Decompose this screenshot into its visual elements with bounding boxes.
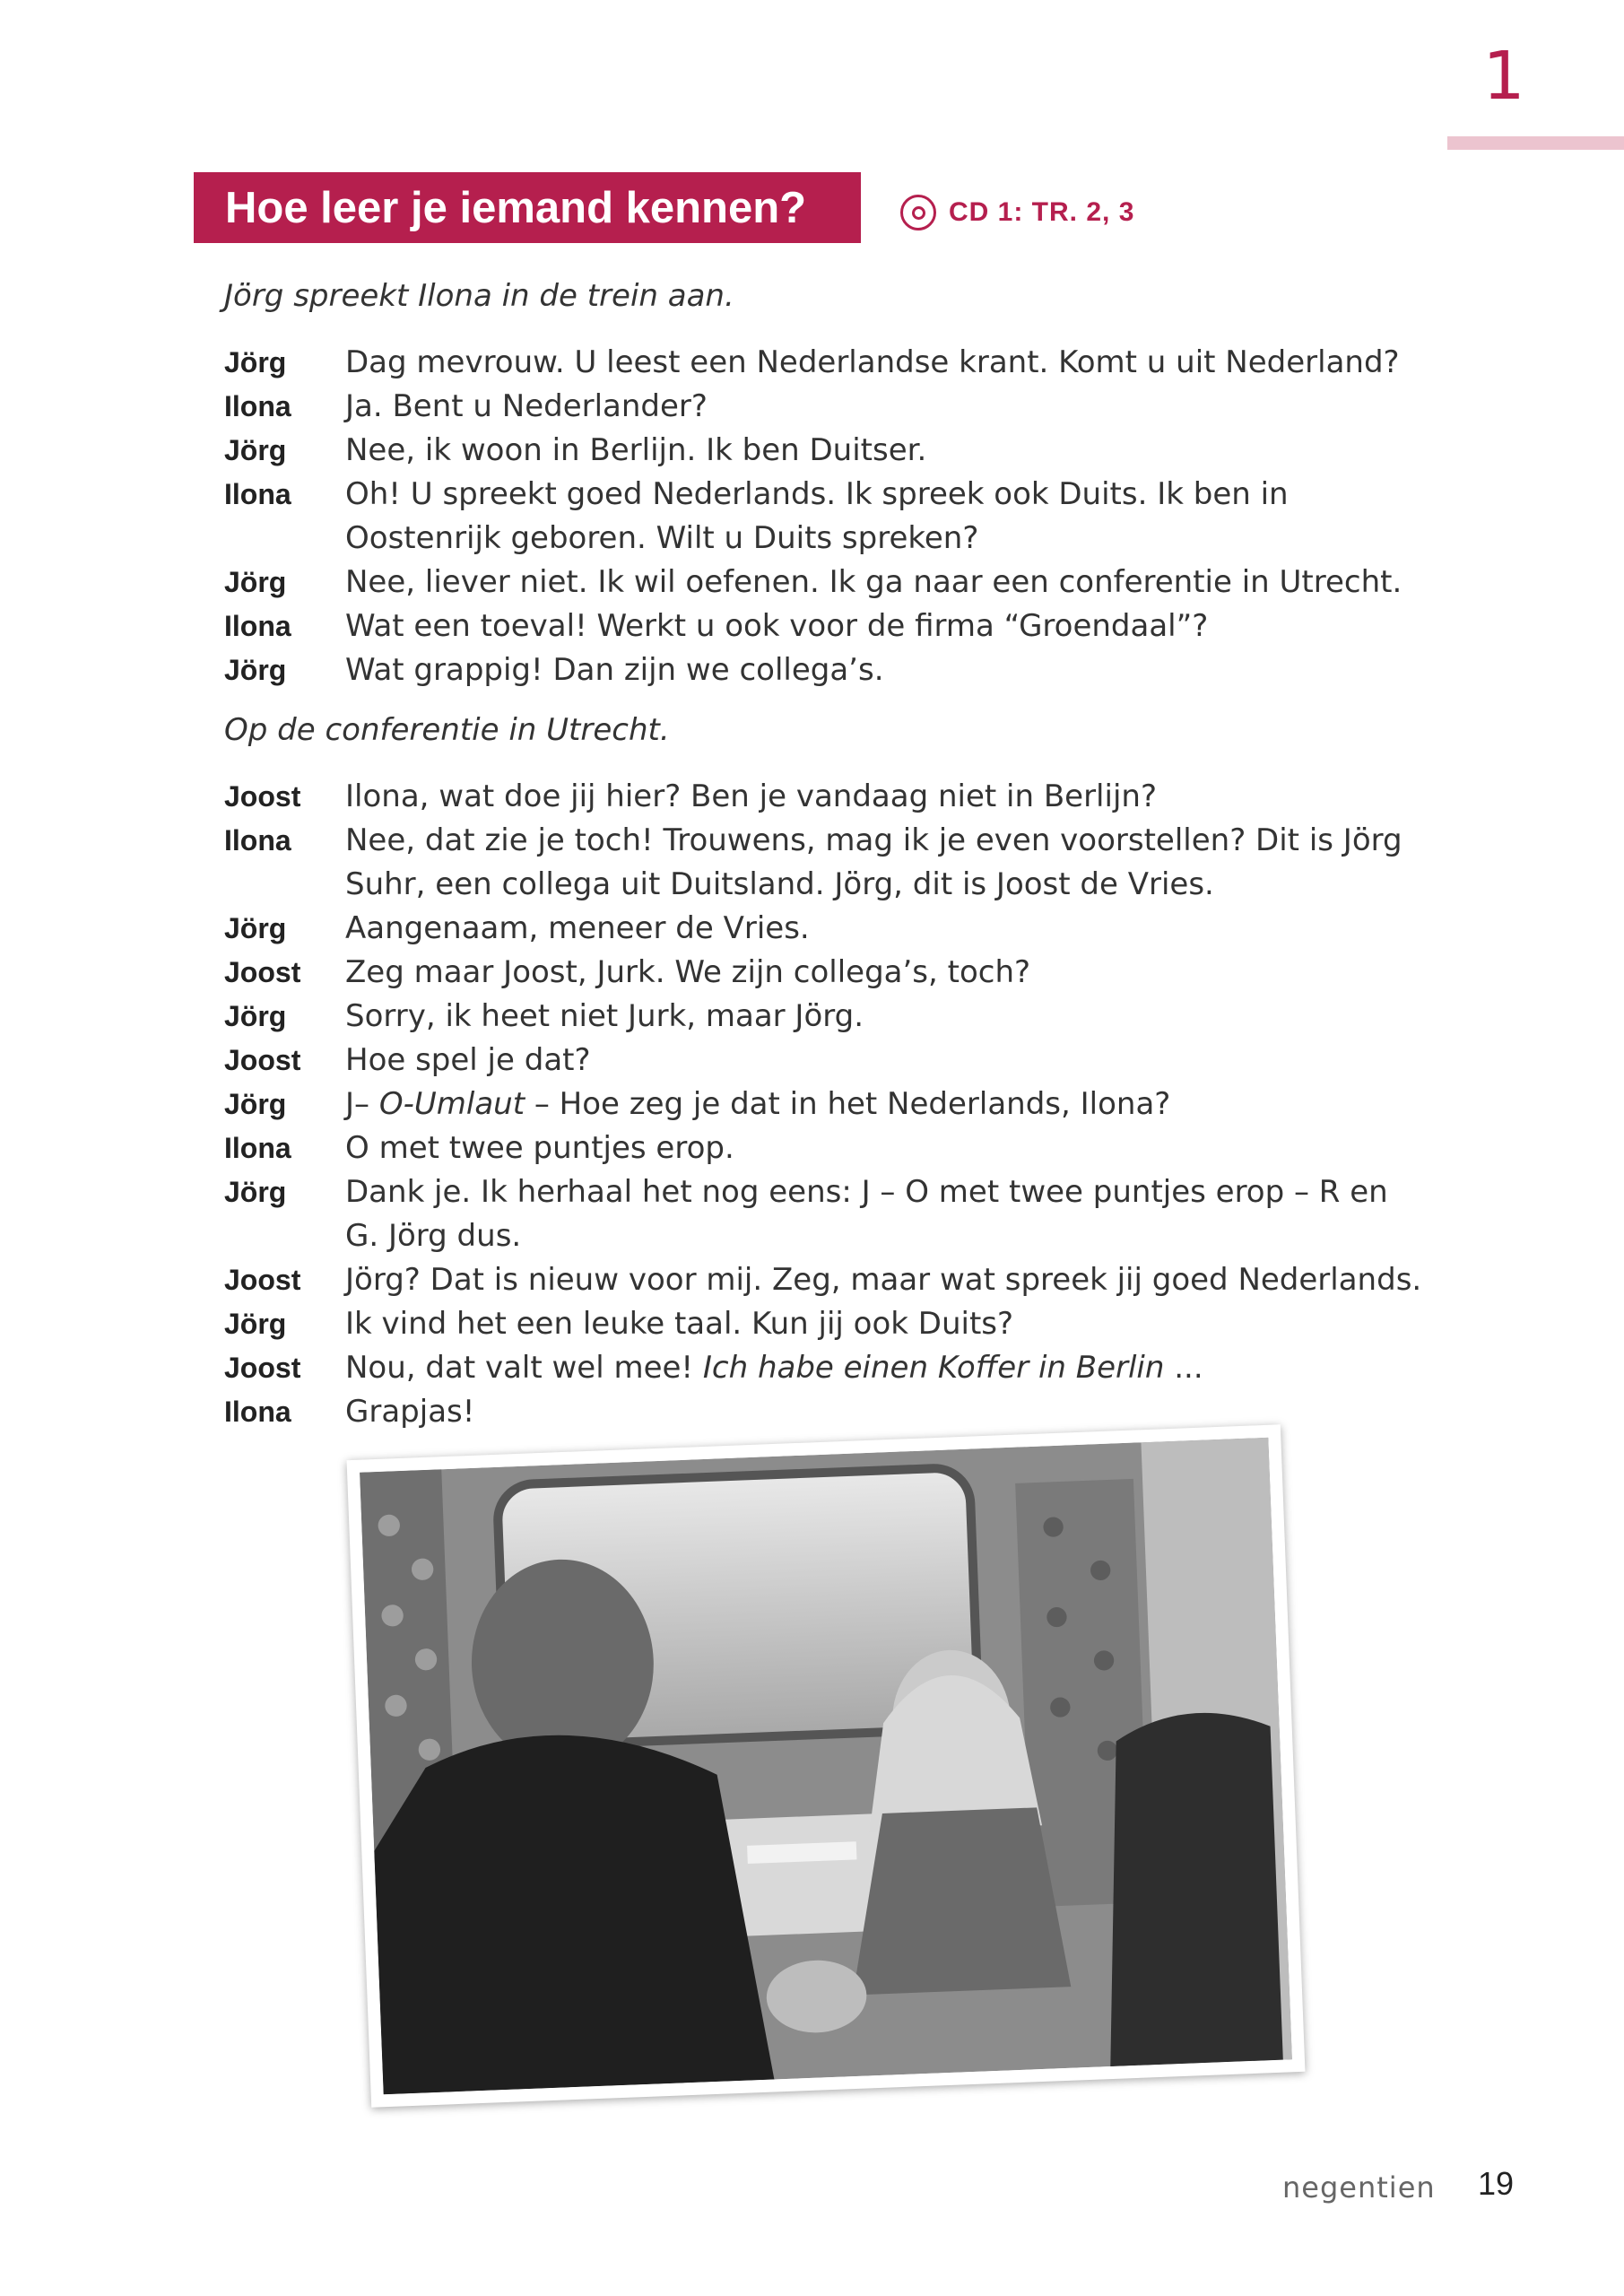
dialogue-text-italic: O-Umlaut	[378, 1086, 525, 1122]
dialogue-text	[345, 1346, 1426, 1390]
speaker-name: Jörg	[224, 1088, 287, 1120]
speaker-name: Ilona	[224, 824, 291, 857]
dialogue-text: Wat een toeval! Werkt u ook voor de firma “Groendaal”?	[345, 608, 1209, 644]
scene-intro-train: Jörg spreekt Ilona in de trein aan.	[224, 278, 734, 314]
audio-track-label: CD 1: TR. 2, 3	[949, 197, 1135, 227]
dialogue-text-part: Nou, dat valt wel mee!	[345, 1350, 703, 1386]
dialogue-text: Ja. Bent u Nederlander?	[345, 388, 708, 424]
dialogue-line	[224, 1302, 1426, 1346]
speaker-name: Joost	[224, 1264, 301, 1296]
dialogue-text: Nee, liever niet. Ik wil oefenen. Ik ga naar een conferentie in Utrecht.	[345, 564, 1403, 600]
dialogue-line	[224, 1126, 1426, 1170]
dialogue-line	[224, 561, 1426, 604]
dialogue-text-part: ...	[1164, 1350, 1203, 1386]
dialogue-line	[224, 1083, 1426, 1126]
dialogue-text: Nee, ik woon in Berlijn. Ik ben Duitser.	[345, 432, 927, 468]
cd-icon	[900, 195, 936, 230]
speaker-name: Ilona	[224, 610, 291, 642]
dialogue-text	[345, 1083, 1426, 1126]
speaker-name: Jörg	[224, 346, 287, 378]
dialogue-text: Aangenaam, meneer de Vries.	[345, 910, 810, 946]
chapter-tab-bar	[1447, 136, 1624, 150]
speaker-name: Ilona	[224, 1396, 291, 1428]
photo-illustration	[360, 1438, 1292, 2094]
dialogue-text: Ik vind het een leuke taal. Kun jij ook Duits?	[345, 1306, 1014, 1342]
dialogue-line	[224, 907, 1426, 951]
speaker-name: Joost	[224, 1352, 301, 1384]
dialogue-line	[224, 473, 1426, 561]
dialogue-line	[224, 951, 1426, 995]
photo-train-scene	[347, 1424, 1306, 2107]
speaker-name: Joost	[224, 1044, 301, 1076]
speaker-name: Jörg	[224, 1176, 287, 1208]
speaker-name: Ilona	[224, 478, 291, 510]
dialogue-text: Jörg? Dat is nieuw voor mij. Zeg, maar wat spreek jij goed Nederlands.	[345, 1262, 1422, 1298]
speaker-name: Ilona	[224, 1132, 291, 1164]
audio-reference	[900, 192, 1134, 233]
page-number: 19	[1478, 2165, 1515, 2202]
dialogue-line	[224, 819, 1426, 907]
dialogue-line	[224, 385, 1426, 429]
dialogue-text: Dag mevrouw. U leest een Nederlandse krant. Komt u uit Nederland?	[345, 344, 1400, 380]
dialogue-text-italic: Ich habe einen Koffer in Berlin	[702, 1350, 1165, 1386]
speaker-name: Jörg	[224, 654, 287, 686]
speaker-name: Jörg	[224, 1000, 287, 1032]
dialogue-line	[224, 1039, 1426, 1083]
title-banner	[194, 172, 861, 243]
speaker-name: Joost	[224, 956, 301, 988]
page-title: Hoe leer je iemand kennen?	[225, 183, 807, 232]
dialogue-text: Ilona, wat doe jij hier? Ben je vandaag niet in Berlijn?	[345, 778, 1157, 814]
dialogue-text-part: J–	[345, 1086, 379, 1122]
speaker-name: Jörg	[224, 566, 287, 598]
dialogue-line	[224, 604, 1426, 648]
dialogue-line	[224, 1170, 1426, 1258]
dialogue-train	[224, 341, 1426, 692]
dialogue-line	[224, 429, 1426, 473]
dialogue-text: Wat grappig! Dan zijn we collega’s.	[345, 652, 884, 688]
dialogue-text: Nee, dat zie je toch! Trouwens, mag ik je even voorstellen? Dit is Jörg Suhr, een collega uit Duitsland. Jörg, dit is Joost de Vries.	[345, 822, 1403, 902]
dialogue-line	[224, 1258, 1426, 1302]
scene-intro-conference: Op de conferentie in Utrecht.	[224, 712, 670, 748]
speaker-name: Ilona	[224, 390, 291, 422]
speaker-name: Jörg	[224, 434, 287, 466]
dialogue-text-part: – Hoe zeg je dat in het Nederlands, Ilona?	[525, 1086, 1171, 1122]
dialogue-line	[224, 648, 1426, 692]
dialogue-line	[224, 995, 1426, 1039]
dialogue-line	[224, 341, 1426, 385]
dialogue-text: Zeg maar Joost, Jurk. We zijn collega’s, toch?	[345, 954, 1031, 990]
dialogue-text: Hoe spel je dat?	[345, 1042, 591, 1078]
chapter-number: 1	[1482, 38, 1525, 115]
dialogue-text: Sorry, ik heet niet Jurk, maar Jörg.	[345, 998, 864, 1034]
dialogue-text: Oh! U spreekt goed Nederlands. Ik spreek ook Duits. Ik ben in Oostenrijk geboren. Wilt u Duits spreken?	[345, 476, 1289, 556]
speaker-name: Jörg	[224, 1308, 287, 1340]
dialogue-line	[224, 775, 1426, 819]
dialogue-text: O met twee puntjes erop.	[345, 1130, 734, 1166]
dialogue-text: Grapjas!	[345, 1394, 475, 1430]
dialogue-conference	[224, 775, 1426, 1434]
dialogue-line	[224, 1346, 1426, 1390]
dialogue-text: Dank je. Ik herhaal het nog eens: J – O met twee puntjes erop – R en G. Jörg dus.	[345, 1174, 1388, 1254]
speaker-name: Jörg	[224, 912, 287, 944]
page-number-word: negentien	[1282, 2170, 1436, 2205]
speaker-name: Joost	[224, 780, 301, 813]
